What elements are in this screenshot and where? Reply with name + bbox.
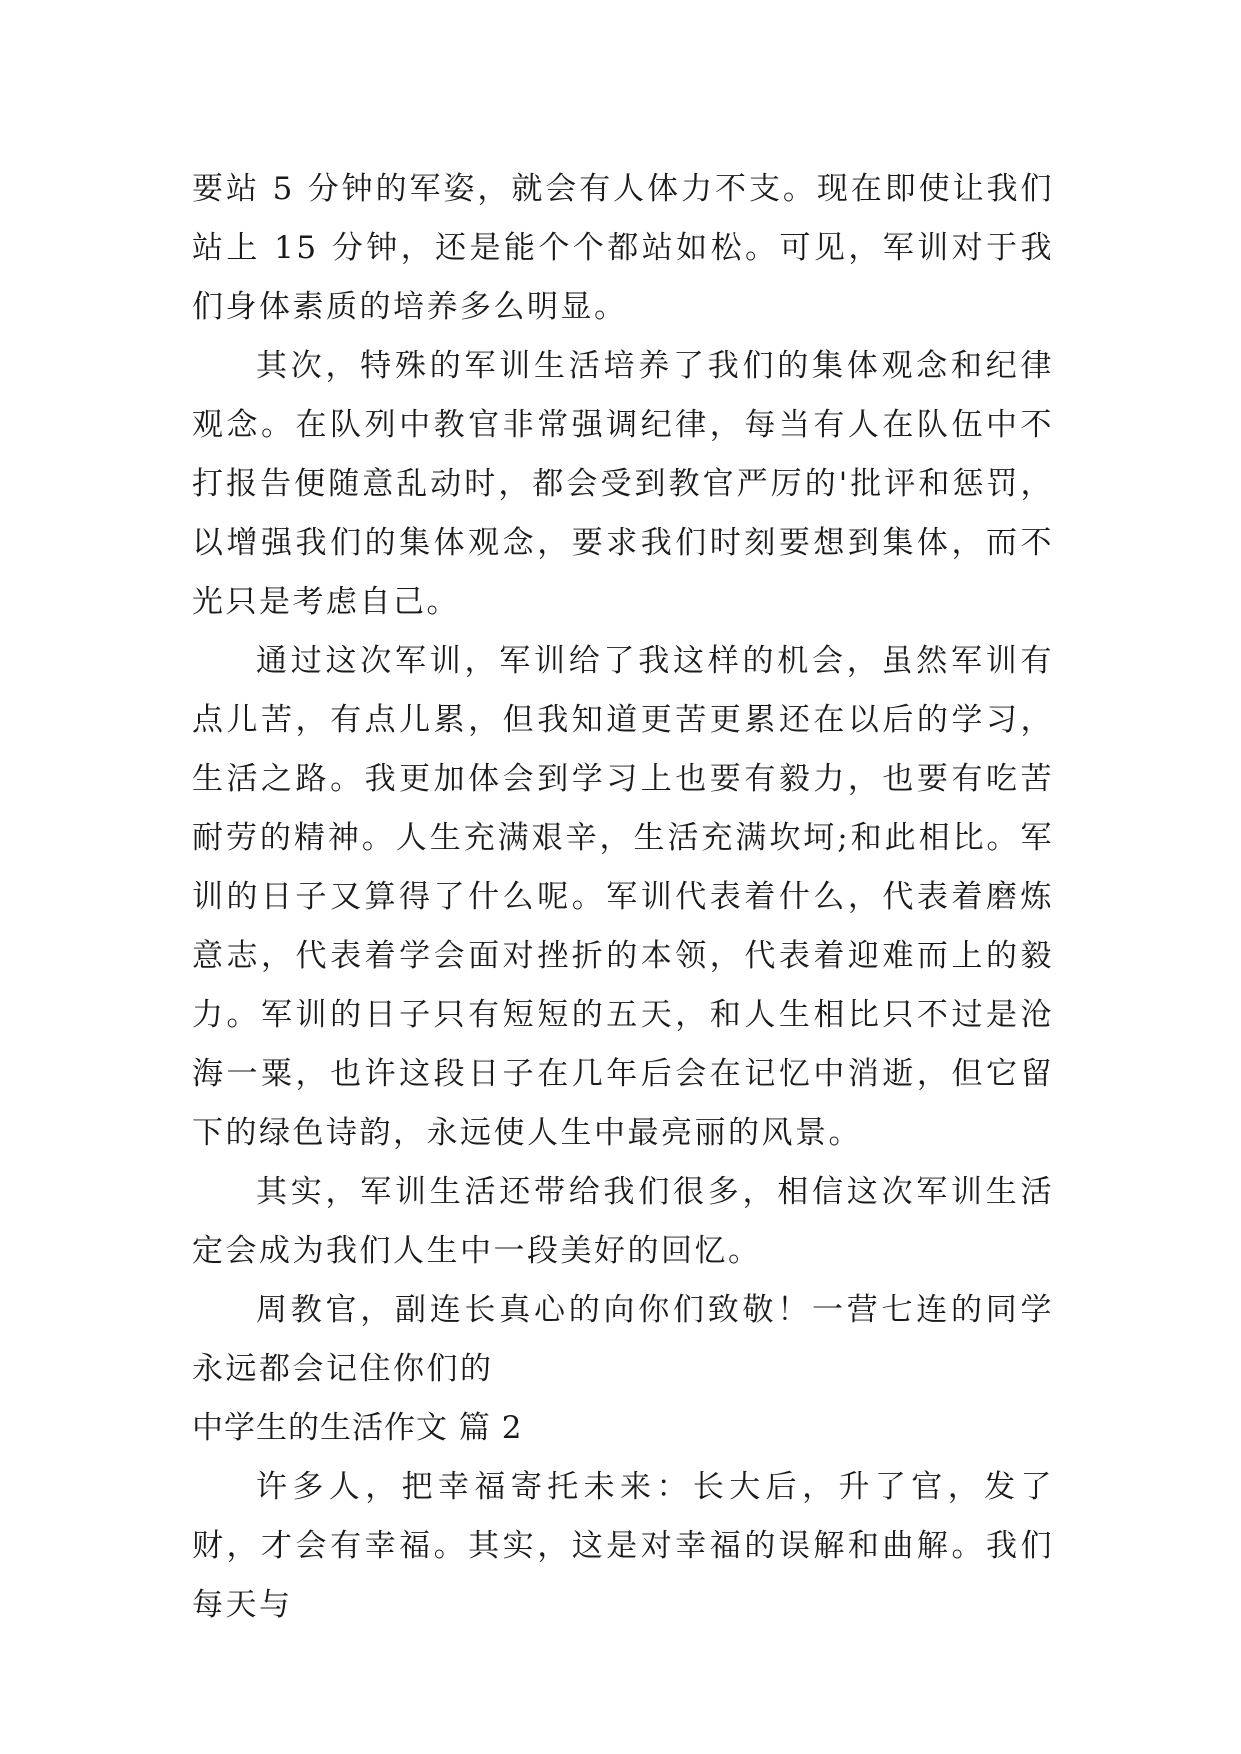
paragraph-2: 其次，特殊的军训生活培养了我们的集体观念和纪律观念。在队列中教官非常强调纪律，每当有人在队伍中不打报告便随意乱动时，都会受到教官严厉的'批评和惩罚，以增强我们的集体观念，要求我们时刻要想到集体，而不光只是考虑自己。 [192, 348, 1054, 620]
paragraph-1: 要站 5 分钟的军姿，就会有人体力不支。现在即使让我们站上 15 分钟，还是能个个都站如松。可见，军训对于我们身体素质的培养多么明显。 [192, 171, 1054, 325]
paragraph-6: 许多人，把幸福寄托未来：长大后，升了官，发了财，才会有幸福。其实，这是对幸福的误解和曲解。我们每天与 [192, 1469, 1054, 1623]
section-heading: 中学生的生活作文 篇 2 [192, 1410, 523, 1446]
paragraph-5: 周教官，副连长真心的向你们致敬！一营七连的同学永远都会记住你们的 [192, 1292, 1054, 1387]
paragraph-3: 通过这次军训，军训给了我这样的机会，虽然军训有点儿苦，有点儿累，但我知道更苦更累还在以后的学习，生活之路。我更加体会到学习上也要有毅力，也要有吃苦耐劳的精神。人生充满艰辛，生活充满坎坷;和此相比。军训的日子又算得了什么呢。军训代表着什么，代表着磨炼意志，代表着学会面对挫折的本领，代表着迎难而上的毅力。军训的日子只有短短的五天，和人生相比只不过是沧海一粟，也许这段日子在几年后会在记忆中消逝，但它留下的绿色诗韵，永远使人生中最亮丽的风景。 [192, 643, 1054, 1151]
paragraph-4: 其实，军训生活还带给我们很多，相信这次军训生活定会成为我们人生中一段美好的回忆。 [192, 1174, 1054, 1269]
document-body [192, 160, 1054, 1635]
